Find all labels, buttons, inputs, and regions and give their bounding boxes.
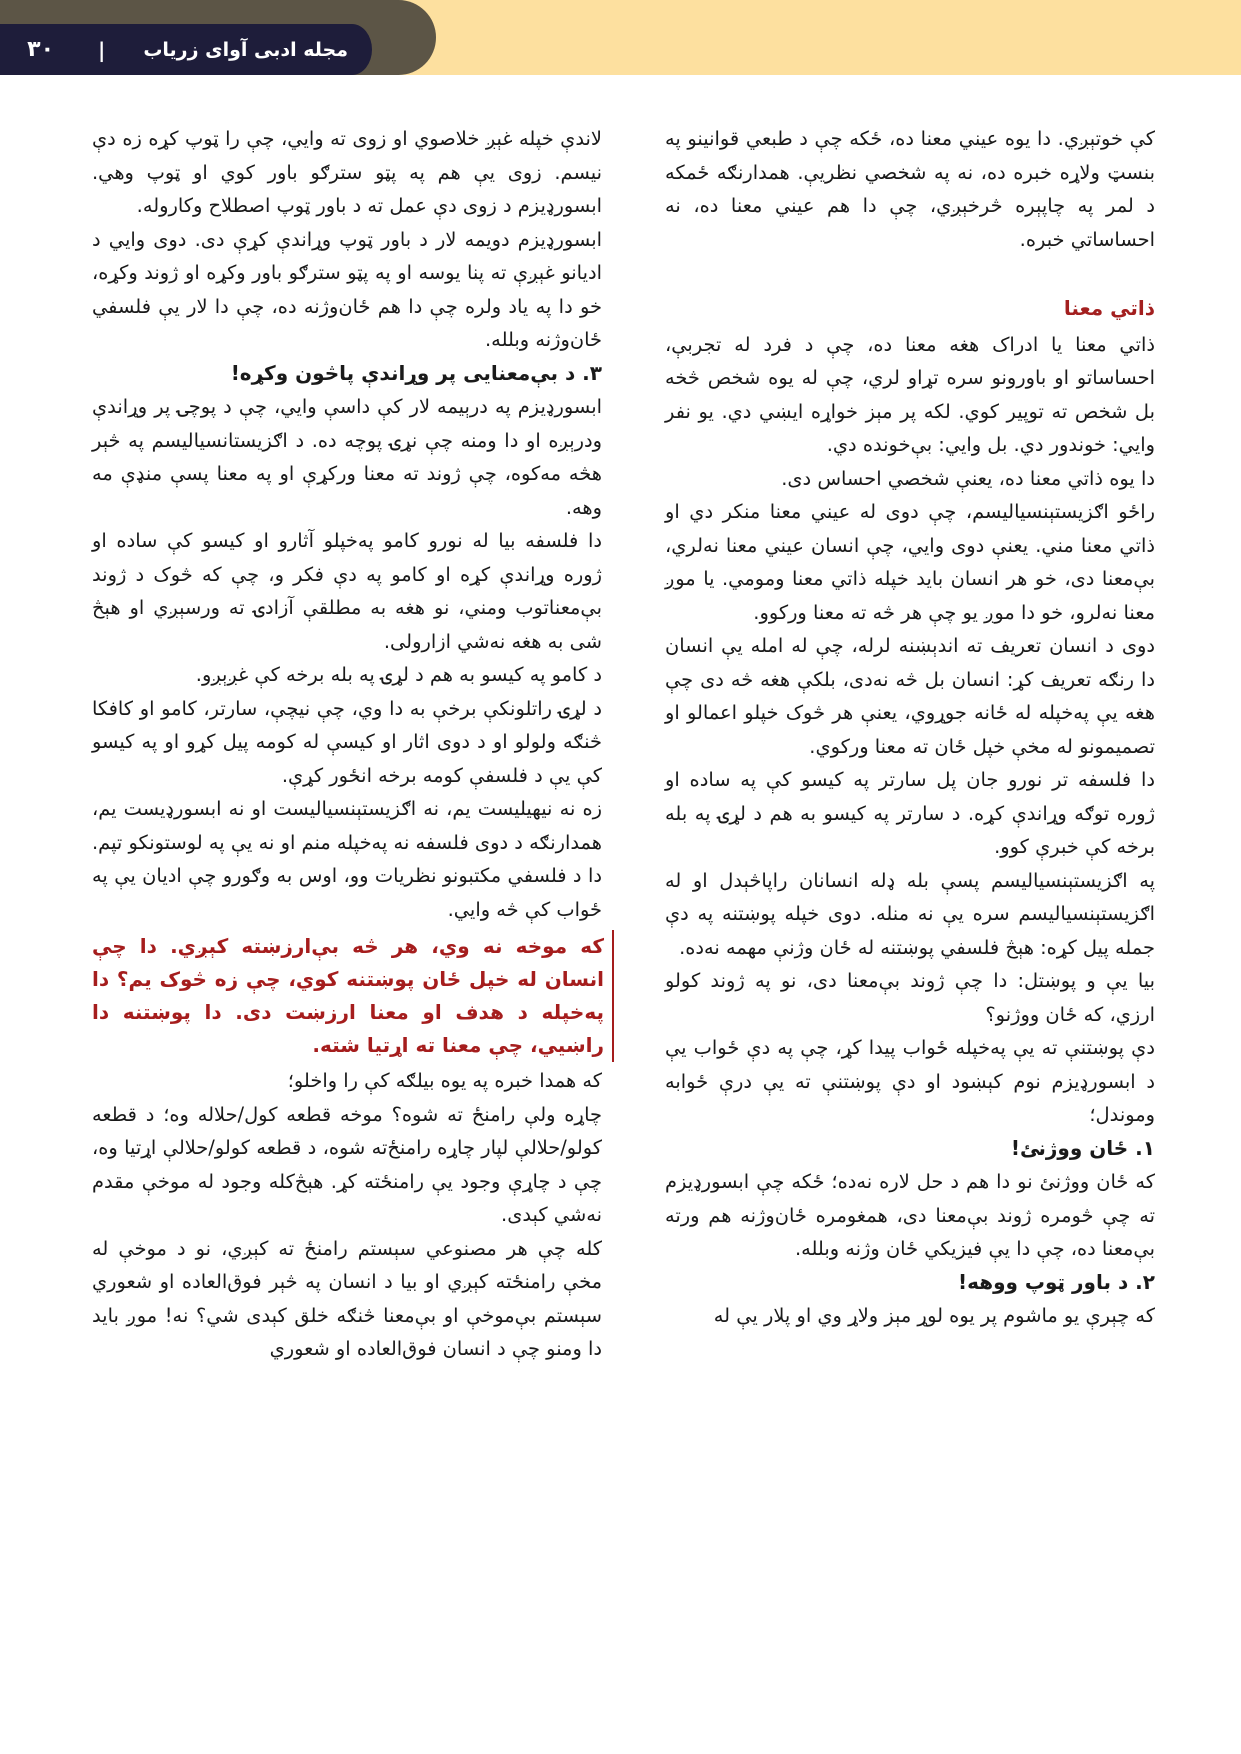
paragraph: چاړه ولې رامنځ ته شوه؟ موخه قطعه کول/حلاله وه؛ د قطعه کولو/حلالې لپار چاړه رامنځ‌ته شوه، د قطعه کولو/حلالې اړتیا وه، چې د چاړې وجود یې رامنځته کړ. هېڅ‌کله وجود له موخې مقدم نه‌شي کېدی. [92,1102,602,1226]
paragraph: که همدا خبره په یوه بیلګه کې را واخلو؛ [287,1069,602,1092]
paragraph: دا فلسفه تر نورو جان پل سارتر په کیسو کې په ساده او ژوره توګه وړاندې کړه. د سارتر په کیسو به هم د لړۍ په بله برخه کې خبرې کوو. [665,768,1155,858]
paragraph: که ځان ووژنئ نو دا هم د حل لاره نه‌ده؛ ځکه چې ابسورډیزم ته چې څومره ژوند بې‌معنا دی، همغومره ځان‌وژنه هم ورته بې‌معنا ده، چې دا یې فیزیکي ځان وژنه وبلله. [665,1170,1155,1260]
header-separator: | [98,37,106,62]
subheading: ۲. د باور ټوپ ووهه! [957,1269,1155,1294]
section-heading: ذاتي معنا [1063,296,1155,320]
right-column [665,122,1155,1333]
paragraph: ابسورډیزم په درېیمه لار کې داسې وایي، چې د پوچۍ پر وړاندې ودرېږه او دا ومنه چې نړۍ پوچه ده. د اګزیستانسیالیسم په څېر هڅه مه‌کوه، چې ژوند ته معنا ورکړې او په معنا پسې منډې مه وهه. [92,395,602,519]
paragraph: زه نه نیهیلیست یم، نه اګزیستېنسیالیست او نه ابسورډیست یم، همدارنګه د دوی فلسفه نه په‌خپله منم او نه یې په لوستونکو تپم. دا د فلسفي مکتبونو نظریات وو، اوس به وګورو چې ادیان یې په ځواب کې څه وایي. [92,797,602,921]
paragraph: دې پوښتنې ته یې په‌خپله ځواب پیدا کړ، چې په دې ځواب یې د ابسورډیزم نوم کېښود او دې پوښتنې ته یې درې ځوابه وموندل؛ [665,1036,1155,1126]
page-number: ۳۰ [27,37,54,62]
paragraph: دا یوه ذاتي معنا ده، یعنې شخصي احساس دی. [781,466,1155,490]
paragraph: د لړۍ راتلونکې برخې به دا وي، چې نیچې، سارتر، کامو او کافکا څنګه ولولو او د دوی اثار او کیسې له کومه پیل کړو او په کیسو کې یې د فلسفې کومه برخه انځور کړې. [92,696,602,787]
subheading: ۱. ځان ووژنئ! [1010,1135,1155,1160]
running-header [0,24,372,75]
paragraph: کې خوتېږي. دا یوه عیني معنا ده، ځکه چې د طبعي قوانینو په بنسټ ولاړه خبره ده، نه په شخصي نظریې. همدارنګه ځمکه د لمر په چاپېره څرخېږي، چې دا هم عیني معنا ده، نه احساساتي خبره. [665,127,1155,251]
paragraph: په اګزیستېنسیالیسم پسې بله ډله انسانان راپاڅېدل او له اګزیستېنسیالیسم سره یې نه منله. دوی خپله پوښتنه په دې جمله پیل کړه: هېڅ فلسفي پوښتنه له ځان وژنې مهمه نه‌ده. [665,868,1155,959]
paragraph: دوی د انسان تعریف ته اندېښنه لرله، چې له امله یې انسان دا رنګه تعریف کړ: انسان بل څه نه‌دی، بلکې هغه څه دی چې هغه یې په‌خپله له ځانه جوړوي، یعنې هر څوک خپلو اعمالو او تصمیمونو له مخې خپل ځان ته معنا ورکوي. [665,634,1155,758]
pull-quote: که موخه نه وي، هر څه بې‌ارزښته کېږي. دا چې انسان له خپل ځان پوښتنه کوي، چې زه څوک یم؟ دا په‌خپله د هدف او معنا ارزښت دی. دا پوښتنه دا راښيي، چې معنا ته اړتیا شته. [92,930,614,1062]
paragraph: لاندې خپله غېږ خلاصوي او زوی ته وایي، چې را ټوپ کړه زه دې نیسم. زوی یې هم په پټو سترګو باور کوي او ټوپ وهي. ابسورډیزم د زوی دې عمل ته د باور ټوپ اصطلاح وکاروله. [92,127,602,217]
paragraph: بیا یې و پوښتل: دا چې ژوند بې‌معنا دی، نو په ژوند کولو ارزي، که ځان ووژنو؟ [665,969,1155,1026]
paragraph: ذاتي معنا یا ادراک هغه معنا ده، چې د فرد له تجربې، احساساتو او باورونو سره تړاو لري، چې له یوه شخص څخه بل شخص ته توپیر کوي. لکه پر مېز خواړه ایښي دي. یو نفر وایي: خوندور دي. بل وایي: بې‌خونده دي. [665,332,1155,456]
paragraph: ابسورډیزم دویمه لار د باور ټوپ وړاندې کړې دی. دوی وایي د ادیانو غېږې ته پنا یوسه او په پټو سترګو باور وکړه او ژوند وکړه، خو دا په یاد ولره چې دا هم ځان‌وژنه ده، چې دا لار یې فلسفي ځان‌وژنه وبلله. [92,227,602,351]
left-column [92,122,602,1366]
paragraph: د کامو په کیسو به هم د لړۍ په بله برخه کې غږېږو. [195,663,602,686]
magazine-title: مجله ادبی آوای زریاب [143,38,348,61]
paragraph: کله چې هر مصنوعي سېستم رامنځ ته کېږي، نو د موخې له مخې رامنځته کېږي او بیا د انسان په څېر فوق‌العاده او شعوري سېستم بې‌موخې او بې‌معنا څنګه خلق کېدی شي؟ نه! موږ باید دا ومنو چې د انسان فوق‌العاده او شعوري [92,1236,602,1360]
paragraph: راځو اګزیستېنسیالیسم، چې دوی له عیني معنا منکر دي او ذاتي معنا مني. یعنې دوی وایي، چې انسان عیني معنا نه‌لري، بې‌معنا دی، خو هر انسان باید خپله ذاتي معنا ومومي. یا موږ معنا نه‌لرو، خو دا موږ یو چې هر څه ته معنا ورکوو. [665,500,1155,624]
paragraph: دا فلسفه بیا له نورو کامو په‌خپلو آثارو او کیسو کې ساده او ژوره وړاندې کړه او کامو په دې فکر و، چې که څوک د ژوند بې‌معناتوب ومني، نو هغه به مطلقې آزادۍ ته ورسېږي او هېڅ شی به هغه نه‌شي ازارولی. [92,529,602,653]
paragraph: که چېرې یو ماشوم پر یوه لوړ مېز ولاړ وي او پلار یې له [713,1304,1155,1327]
subheading: ۳. د بې‌معنایی پر وړاندې پاڅون وکړه! [230,360,602,385]
